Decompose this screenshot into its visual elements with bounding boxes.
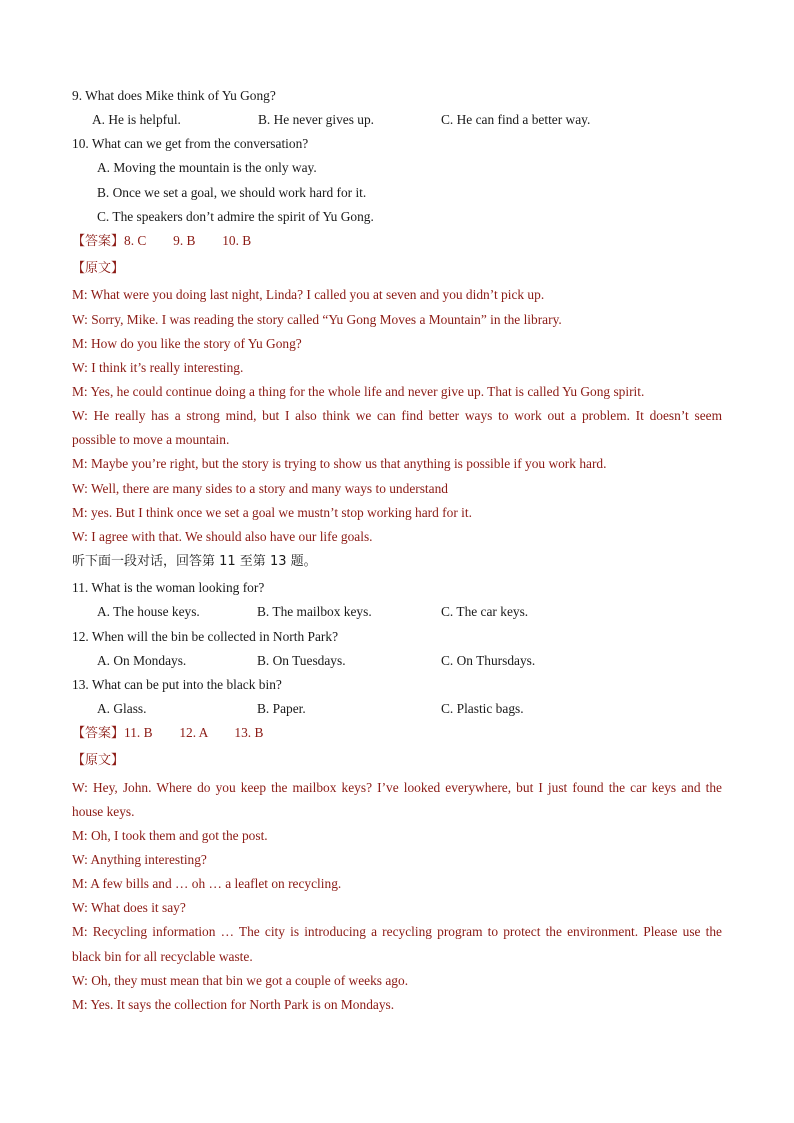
question-11-option-a: A. The house keys.	[97, 604, 200, 619]
question-12-option-c: C. On Thursdays.	[441, 653, 536, 668]
question-13-option-b: B. Paper.	[257, 701, 306, 716]
question-11-option-b: B. The mailbox keys.	[257, 604, 372, 619]
answer-label: 【答案】	[72, 726, 125, 741]
dialog1-line: W: I think it’s really interesting.	[72, 360, 244, 375]
dialog1-line: M: Yes, he could continue doing a thing for the whole life and never give up. That is called Yu Gong spirit.	[72, 384, 645, 399]
question-9-option-b: B. He never gives up.	[258, 112, 375, 127]
question-11-option-c: C. The car keys.	[441, 604, 529, 619]
dialog2-line: house keys.	[72, 804, 135, 819]
answer-line-2	[72, 723, 263, 744]
answer-label: 【答案】	[72, 234, 125, 249]
dialog1-line: W: I agree with that. We should also have our life goals.	[72, 529, 373, 544]
dialog2-line: M: Recycling information … The city is introducing a recycling program to protect the environment. Please use the	[72, 924, 722, 939]
question-10-option-c: C. The speakers don’t admire the spirit of Yu Gong.	[97, 209, 374, 224]
dialog2-line: M: Yes. It says the collection for North Park is on Mondays.	[72, 997, 395, 1012]
dialog2-line: W: What does it say?	[72, 900, 186, 915]
question-12-option-b: B. On Tuesdays.	[257, 653, 346, 668]
question-13-option-a: A. Glass.	[97, 701, 147, 716]
question-12-stem: 12. When will the bin be collected in North Park?	[72, 629, 339, 644]
dialog1-line: M: yes. But I think once we set a goal we mustn’t stop working hard for it.	[72, 505, 472, 520]
dialog1-line: M: Maybe you’re right, but the story is trying to show us that anything is possible if you work hard.	[72, 456, 607, 471]
dialog1-line: W: Sorry, Mike. I was reading the story called “Yu Gong Moves a Mountain” in the library.	[72, 312, 562, 327]
question-9-stem: 9. What does Mike think of Yu Gong?	[72, 88, 276, 103]
question-13-option-c: C. Plastic bags.	[441, 701, 524, 716]
dialog2-line: W: Anything interesting?	[72, 852, 207, 867]
question-11-stem: 11. What is the woman looking for?	[72, 580, 265, 595]
dialog2-line: M: A few bills and … oh … a leaflet on recycling.	[72, 876, 342, 891]
original-label-2: 【原文】	[72, 753, 125, 768]
question-10-option-b: B. Once we set a goal, we should work hard for it.	[97, 185, 367, 200]
answer-line-1	[72, 231, 251, 252]
dialog1-line: M: What were you doing last night, Linda? I called you at seven and you didn’t pick up.	[72, 287, 545, 302]
dialog2-line: black bin for all recyclable waste.	[72, 949, 253, 964]
section-instruction: 听下面一段对话，回答第 11 至第 13 题。	[72, 554, 317, 569]
question-13-stem: 13. What can be put into the black bin?	[72, 677, 282, 692]
answer-values: 8. C 9. B 10. B	[124, 233, 252, 248]
dialog1-line: possible to move a mountain.	[72, 432, 230, 447]
dialog2-line: W: Oh, they must mean that bin we got a couple of weeks ago.	[72, 973, 409, 988]
dialog2-line: W: Hey, John. Where do you keep the mailbox keys? I’ve looked everywhere, but I just found the car keys and the	[72, 780, 722, 795]
dialog2-line: M: Oh, I took them and got the post.	[72, 828, 268, 843]
question-9-option-a: A. He is helpful.	[92, 112, 181, 127]
question-10-stem: 10. What can we get from the conversation?	[72, 136, 309, 151]
question-9-option-c: C. He can find a better way.	[441, 112, 591, 127]
dialog1-line: W: Well, there are many sides to a story and many ways to understand	[72, 481, 448, 496]
question-10-option-a: A. Moving the mountain is the only way.	[97, 160, 317, 175]
original-label-1: 【原文】	[72, 261, 125, 276]
question-12-option-a: A. On Mondays.	[97, 653, 187, 668]
answer-values: 11. B 12. A 13. B	[124, 725, 264, 740]
dialog1-line: W: He really has a strong mind, but I also think we can find better ways to work out a problem. It doesn’t seem	[72, 408, 722, 423]
dialog1-line: M: How do you like the story of Yu Gong?	[72, 336, 302, 351]
